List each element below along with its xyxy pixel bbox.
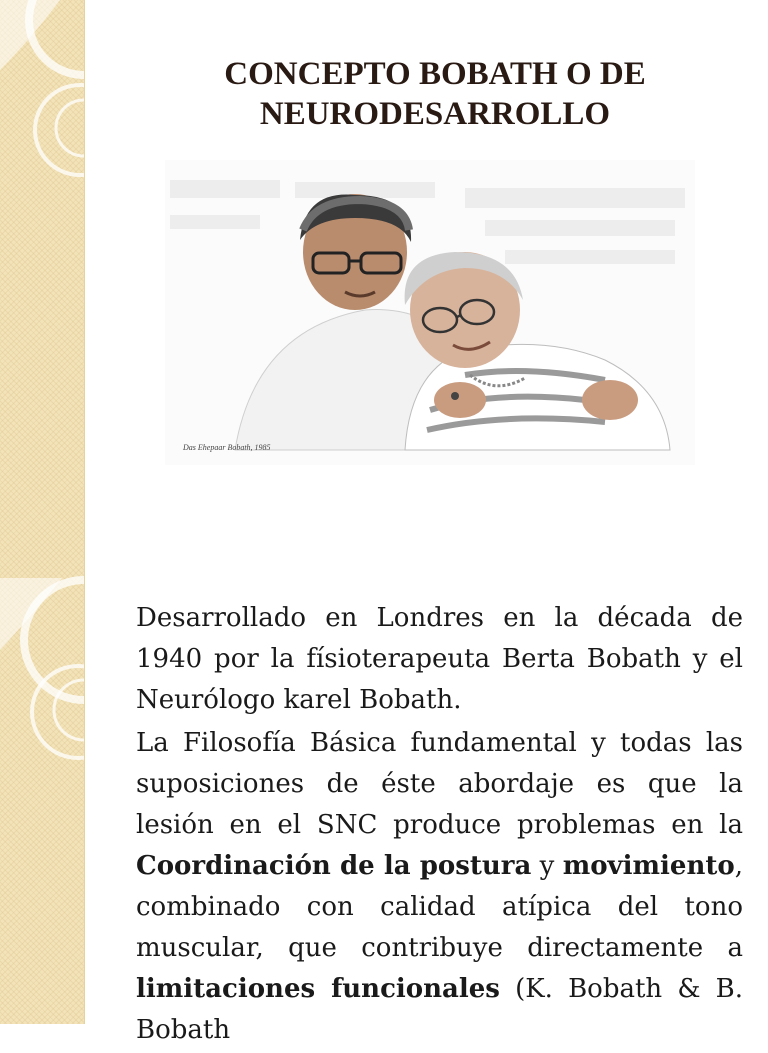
paragraph-history: Desarrollado en Londres en la década de 1940 por la físioterapeuta Berta Bobath y el Neurólogo karel Bobath. [136,603,743,715]
paragraph-text: (K. Bobath & B. Bobath [136,974,743,1045]
paragraph-text: La Filosofía Básica fundamental y todas las suposiciones de éste abordaje es que la lesión en el SNC produce problemas en la [136,728,743,840]
slide-body [136,598,743,1053]
photo-caption: Das Ehepaar Bobath, 1985 [183,443,271,452]
bobath-couple-photo [165,160,695,465]
bold-term-coordination: Coordinación de la postura [136,851,532,881]
photo-illustration [165,160,695,465]
bold-term-movement: movimiento [562,851,735,881]
paragraph-text: , combinado con calidad atípica del tono muscular, que contribuye directamente a [136,851,743,963]
title-line-2: NEURODESARROLLO [259,96,611,133]
decorative-side-strip [0,0,85,1024]
slide-title [150,54,720,134]
title-line-1: CONCEPTO BOBATH O DE [224,56,646,93]
paragraph-philosophy [136,723,743,1051]
bold-term-limitations: limitaciones funcionales [136,974,500,1004]
ornament-rings-icon [0,0,84,1024]
paragraph-text: y [531,851,563,881]
